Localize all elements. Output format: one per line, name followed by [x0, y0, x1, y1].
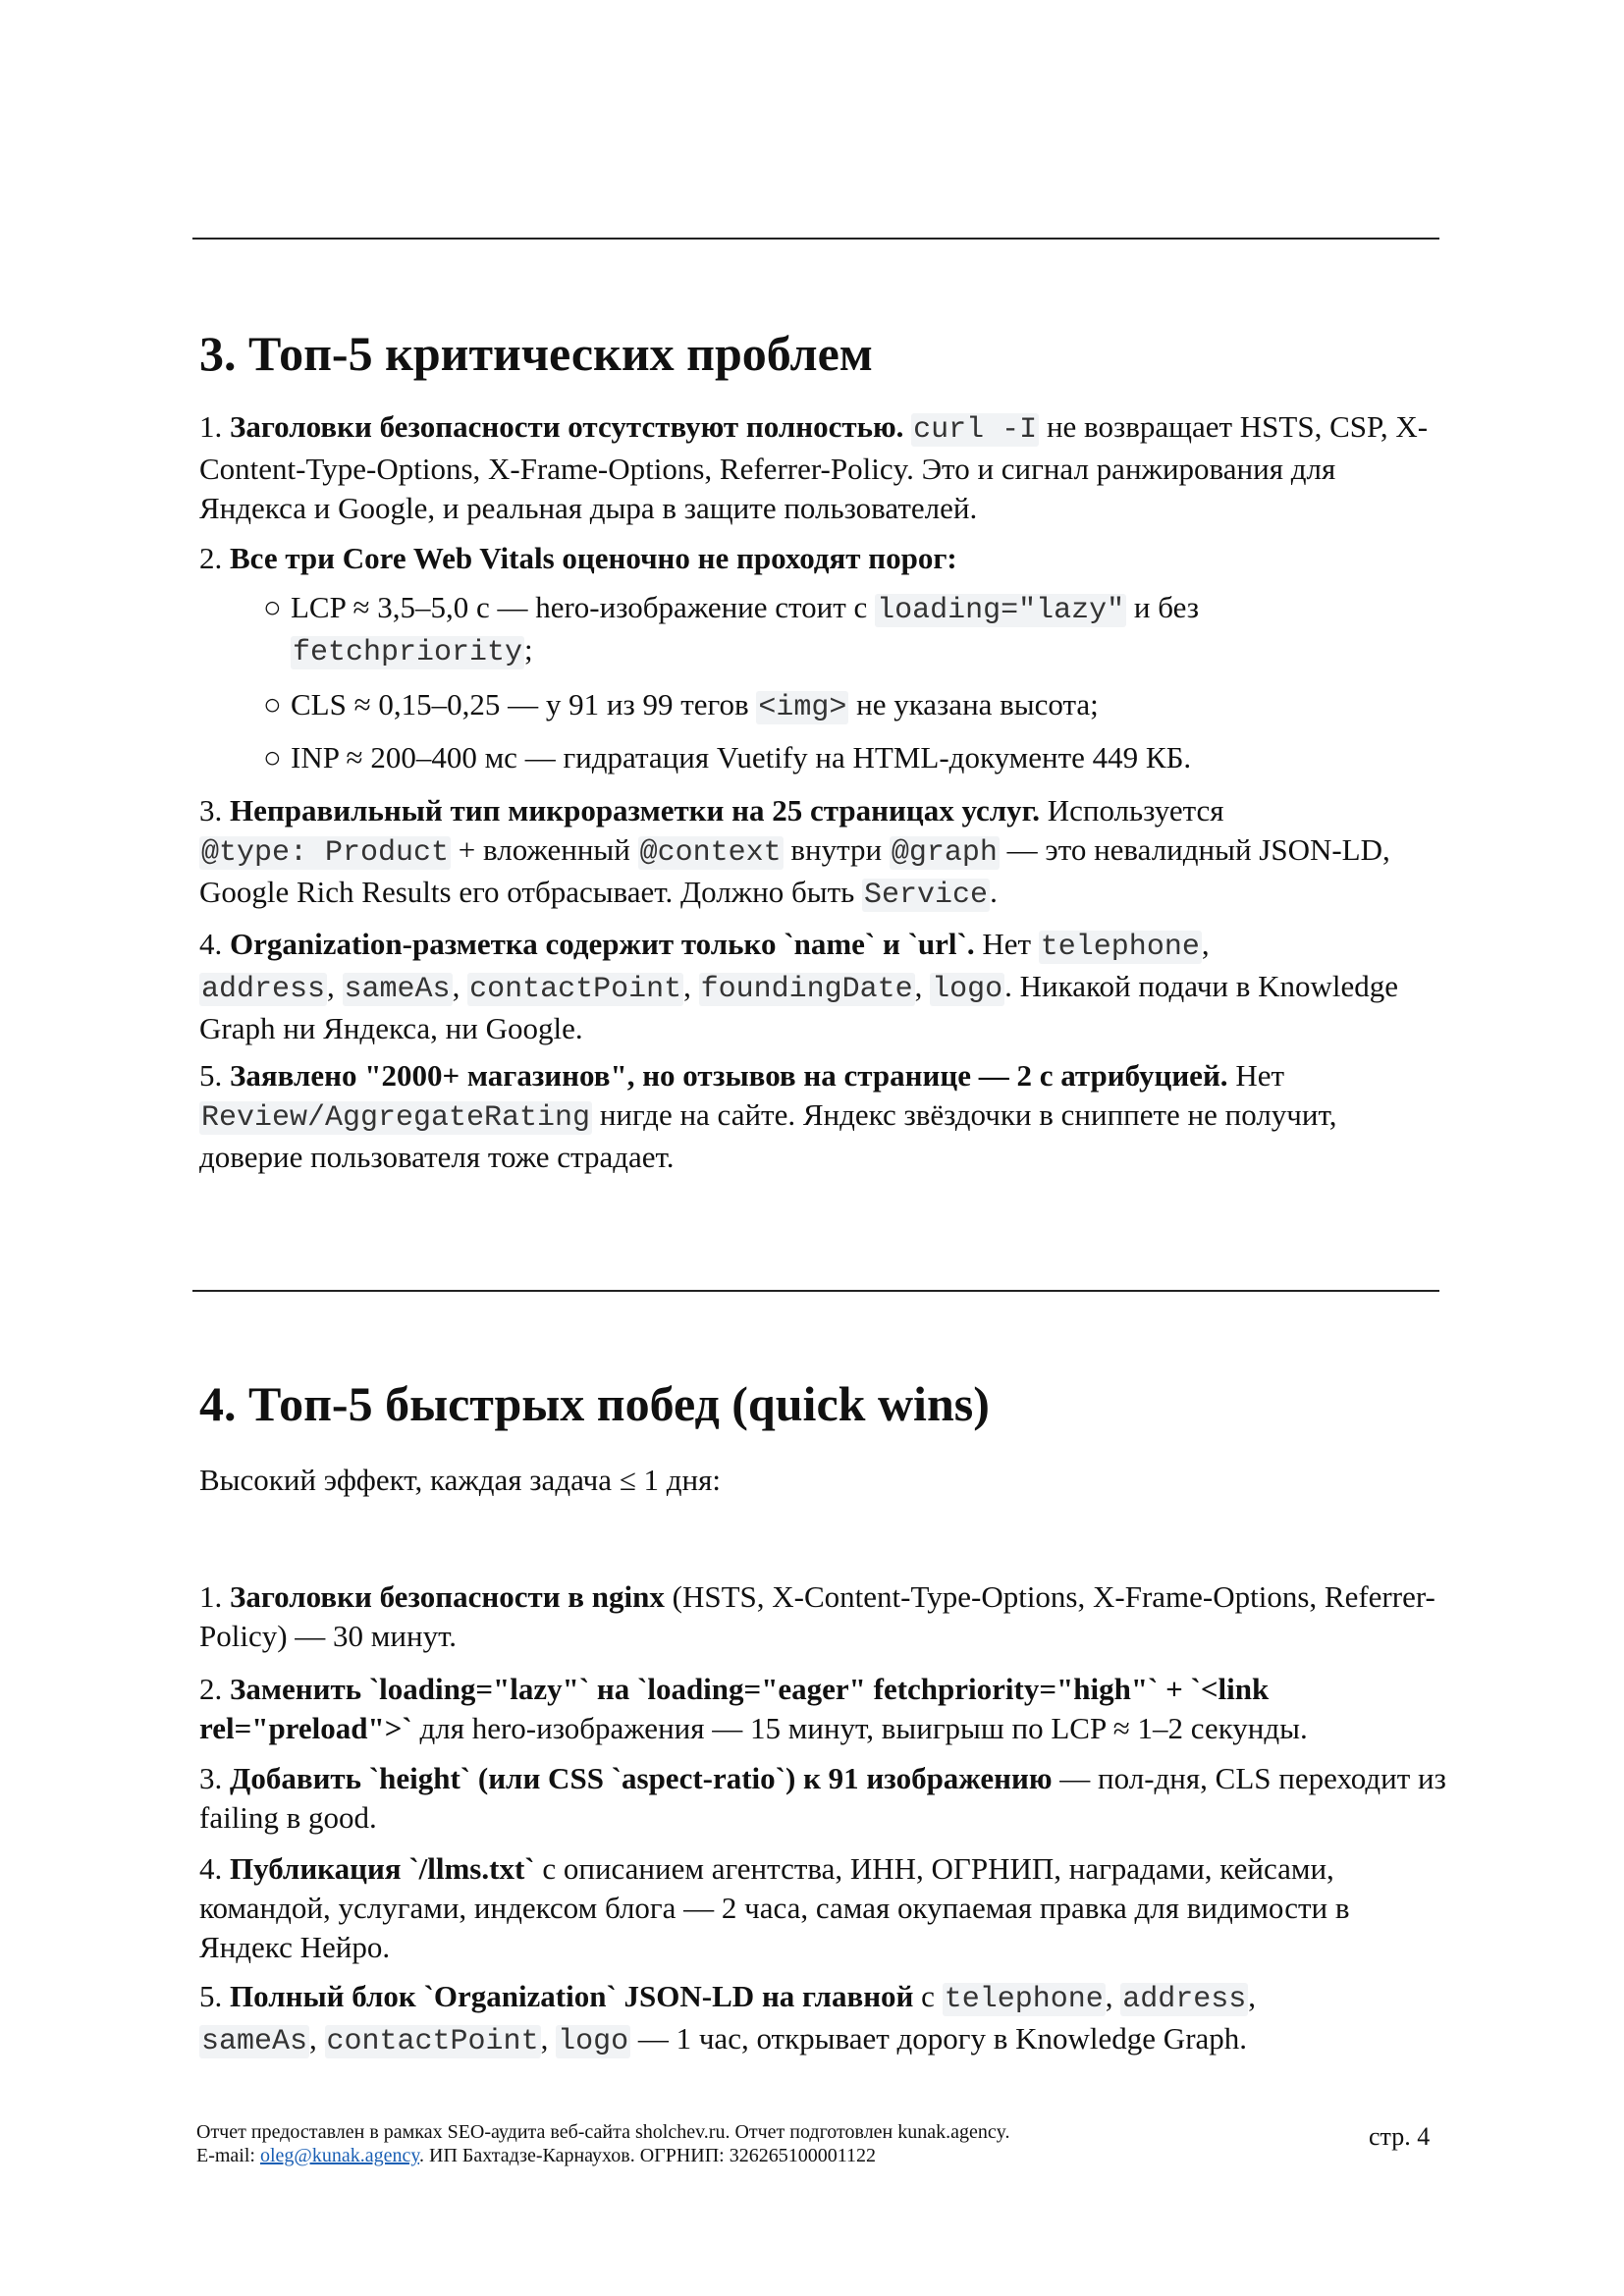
footer-registration: . ИП Бахтадзе-Карнаухов. ОГРНИП: 326265100001122 — [419, 2145, 876, 2166]
section-4-item-5: 5. Полный блок `Organization` JSON-LD на главной с telephone, address, sameAs, contactPoint, logo — 1 час, открывает дорогу в Knowledge Graph. — [199, 1979, 1256, 2058]
section-4-title: 4. Топ-5 быстрых побед (quick wins) — [199, 1376, 990, 1431]
item-heading: Полный блок `Organization` JSON-LD на главной — [230, 1979, 914, 2013]
divider-middle — [192, 1290, 1439, 1292]
inline-code: foundingDate — [700, 973, 913, 1006]
inline-code: Service — [864, 879, 989, 912]
inline-code: telephone — [944, 1983, 1104, 2016]
inline-code: curl -I — [913, 413, 1038, 447]
section-3-item-4: 4. Organization-разметка содержит только `name` и `url`. Нет telephone, address, sameAs, contactPoint, foundingDate, logo. Никакой подачи в Knowledge Graph ни Яндекса, ни Google. — [199, 927, 1399, 1045]
item-text: Используется — [1047, 793, 1224, 828]
inline-code: logo — [558, 2025, 629, 2058]
section-4-item-3 — [199, 1759, 1446, 1838]
section-4-item-4 — [199, 1849, 1446, 1967]
bullet-icon: ○ — [263, 740, 282, 774]
item-number: 1. — [199, 409, 223, 444]
item-heading: Неправильный тип микроразметки на 25 страницах услуг. — [230, 793, 1040, 828]
item-heading: Заголовки безопасности в nginx — [230, 1579, 665, 1614]
sub-text: не указана высота; — [856, 687, 1099, 721]
item-heading: Organization-разметка содержит только `name` и `url`. — [230, 927, 975, 961]
footer-email-link[interactable]: oleg@kunak.agency — [259, 2145, 420, 2166]
section-4-item-1 — [199, 1577, 1446, 1656]
inline-code: telephone — [1040, 931, 1200, 964]
sub-text: и без — [1133, 590, 1199, 624]
item-text: для hero-изображения — 15 минут, выигрыш по LCP ≈ 1–2 секунды. — [419, 1711, 1308, 1745]
inline-code: <img> — [758, 691, 847, 724]
page-footer — [196, 2120, 1178, 2167]
section-4-item-2 — [199, 1670, 1446, 1748]
sub-item-inp — [263, 738, 1392, 777]
item-text: не возвращает HSTS, CSP, X-Content-Type-Options, X-Frame-Options, Referrer-Policy. Это и сигнал ранжирования для Яндекса и Google, и реальная дыра в защите пользователей. — [199, 409, 1429, 525]
inline-code: logo — [932, 973, 1003, 1006]
sub-item-cls — [263, 685, 1392, 727]
sub-item-lcp — [263, 588, 1392, 672]
item-heading: Заявлено "2000+ магазинов", но отзывов на странице — 2 с атрибуцией. — [230, 1058, 1228, 1093]
item-text: — 1 час, открывает дорогу в Knowledge Graph. — [637, 2021, 1248, 2056]
item-text: . — [990, 875, 998, 909]
item-text: с — [921, 1979, 935, 2013]
item-text: — это невалидный JSON-LD, Google Rich Results его отбрасывает. Должно быть — [199, 832, 1390, 909]
sub-text: ; — [524, 632, 533, 667]
bullet-icon: ○ — [263, 687, 282, 721]
section-3-item-3 — [199, 791, 1446, 915]
item-text: . Никакой подачи в Knowledge Graph ни Яндекса, ни Google. — [199, 969, 1399, 1045]
inline-code: loading="lazy" — [877, 594, 1125, 627]
item-number: 2. — [199, 541, 223, 575]
inline-code: sameAs — [344, 973, 451, 1006]
item-number: 3. — [199, 793, 223, 828]
item-text: внутри — [790, 832, 883, 867]
item-number: 3. — [199, 1761, 223, 1795]
section-4-intro: Высокий эффект, каждая задача ≤ 1 дня: — [199, 1463, 721, 1497]
item-number: 4. — [199, 1851, 223, 1886]
item-number: 4. — [199, 927, 223, 961]
sub-text: INP ≈ 200–400 мс — гидратация Vuetify на HTML-документе 449 КБ. — [291, 740, 1192, 774]
item-heading: Заголовки безопасности отсутствуют полностью. — [230, 409, 904, 444]
section-3-item-2 — [199, 539, 1446, 578]
item-text: (HSTS, X-Content-Type-Options, X-Frame-Options, Referrer-Policy) — 30 минут. — [199, 1579, 1435, 1653]
item-text: + вложенный — [458, 832, 630, 867]
divider-top — [192, 238, 1439, 240]
inline-code: sameAs — [201, 2025, 308, 2058]
item-heading: Публикация `/llms.txt` — [230, 1851, 535, 1886]
inline-code: fetchpriority — [293, 636, 523, 669]
inline-code: address — [201, 973, 326, 1006]
section-3-title: 3. Топ-5 критических проблем — [199, 326, 873, 381]
inline-code: contactPoint — [469, 973, 682, 1006]
inline-code: address — [1122, 1983, 1247, 2016]
item-number: 5. — [199, 1979, 223, 2013]
inline-code: @type: Product — [201, 836, 450, 870]
inline-code: Review/AggregateRating — [201, 1101, 591, 1135]
section-3-item-1 — [199, 407, 1446, 528]
bullet-icon: ○ — [263, 590, 282, 624]
item-number: 5. — [199, 1058, 223, 1093]
inline-code: contactPoint — [326, 2025, 539, 2058]
sub-text: CLS ≈ 0,15–0,25 — у 91 из 99 тегов — [291, 687, 749, 721]
footer-line-1: Отчет предоставлен в рамках SEO-аудита веб-сайта sholchev.ru. Отчет подготовлен kunak.agency. — [196, 2121, 1010, 2143]
inline-code: @graph — [891, 836, 998, 870]
item-text: — пол-дня, CLS переходит из failing в good. — [199, 1761, 1446, 1835]
item-text: Нет — [982, 927, 1032, 961]
item-text: нигде на сайте. Яндекс звёздочки в сниппете не получит, доверие пользователя тоже страдает. — [199, 1097, 1337, 1174]
footer-email-label: E-mail: — [196, 2145, 255, 2166]
item-heading: Добавить `height` (или CSS `aspect-ratio`) к 91 изображению — [230, 1761, 1053, 1795]
item-heading: Заменить `loading="lazy"` на `loading="eager" fetchpriority="high"` + `<link rel="preload">` — [199, 1672, 1270, 1745]
item-number: 1. — [199, 1579, 223, 1614]
sub-text: LCP ≈ 3,5–5,0 с — hero-изображение стоит с — [291, 590, 868, 624]
page-number: стр. 4 — [1369, 2122, 1431, 2151]
footer-line-2 — [196, 2144, 1178, 2167]
section-3-item-5 — [199, 1056, 1446, 1177]
item-text: Нет — [1235, 1058, 1285, 1093]
item-heading: Все три Core Web Vitals оценочно не проходят порог: — [230, 541, 957, 575]
item-number: 2. — [199, 1672, 223, 1706]
item-text: с описанием агентства, ИНН, ОГРНИП, наградами, кейсами, командой, услугами, индексом блога — 2 часа, самая окупаемая правка для видимости в Яндекс Нейро. — [199, 1851, 1350, 1964]
inline-code: @context — [639, 836, 782, 870]
